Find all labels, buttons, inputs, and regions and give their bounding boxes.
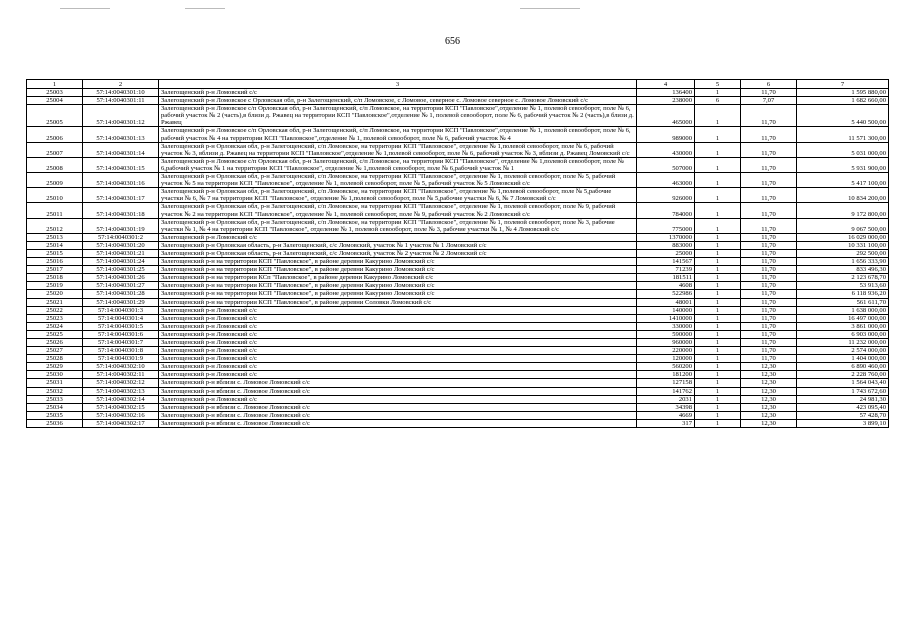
row-number: 25030 bbox=[27, 371, 83, 379]
location-description: Залегощенский р-н на территории КСП "Павловское", в районе деревни Соловки Ломовский с/с bbox=[159, 298, 637, 306]
group: 1 bbox=[695, 89, 741, 97]
area: 140000 bbox=[637, 306, 695, 314]
row-number: 25025 bbox=[27, 330, 83, 338]
group: 1 bbox=[695, 105, 741, 127]
cadastral-number: 57:14:0040301:13 bbox=[83, 127, 159, 142]
table-row bbox=[27, 387, 889, 395]
table-row bbox=[27, 89, 889, 97]
specific-value: 12,30 bbox=[741, 403, 797, 411]
row-number: 25021 bbox=[27, 298, 83, 306]
specific-value: 11,70 bbox=[741, 203, 797, 218]
location-description: Залегощенский р-н Орловская обл, р-н Залегощенский, с/п Ломовское, на территории КСП "Павловское", отделение № 1, полевой севооборот, поле № 9, рабочий участок № 2 на территории КСП "Павловское", отделение № 1, полевой севооборот, поле № 9, рабочий участок № 2 Ломовский с/с bbox=[159, 203, 637, 218]
specific-value: 11,70 bbox=[741, 233, 797, 241]
area: 141567 bbox=[637, 258, 695, 266]
area: 181511 bbox=[637, 274, 695, 282]
location-description: Залегощенский р-н вблизи с. Ломовое Ломовский с/с bbox=[159, 387, 637, 395]
group: 1 bbox=[695, 282, 741, 290]
cadastral-number: 57:14:0040302:12 bbox=[83, 379, 159, 387]
table-body bbox=[27, 89, 889, 428]
group: 1 bbox=[695, 233, 741, 241]
group: 1 bbox=[695, 274, 741, 282]
cadastral-value-table bbox=[26, 79, 889, 428]
row-number: 25018 bbox=[27, 274, 83, 282]
area: 330000 bbox=[637, 322, 695, 330]
specific-value: 11,70 bbox=[741, 188, 797, 203]
area: 34398 bbox=[637, 403, 695, 411]
cadastral-number: 57:14:0040301:25 bbox=[83, 266, 159, 274]
cadastral-value: 1 564 043,40 bbox=[797, 379, 889, 387]
row-number: 25029 bbox=[27, 363, 83, 371]
specific-value: 11,70 bbox=[741, 347, 797, 355]
specific-value: 12,30 bbox=[741, 419, 797, 427]
table-row bbox=[27, 379, 889, 387]
location-description: Залегощенский р-н на территории КСП "Павловское", в районе деревни Какурино Ломовский с/с bbox=[159, 290, 637, 298]
cadastral-number: 57:14:0040301:26 bbox=[83, 274, 159, 282]
row-number: 25013 bbox=[27, 233, 83, 241]
table-row bbox=[27, 314, 889, 322]
table-row bbox=[27, 127, 889, 142]
cadastral-number: 57:14:0040301:18 bbox=[83, 203, 159, 218]
cadastral-number: 57:14:0040301:21 bbox=[83, 249, 159, 257]
row-number: 25019 bbox=[27, 282, 83, 290]
cadastral-number: 57:14:0040301:12 bbox=[83, 105, 159, 127]
location-description: Залегощенский р-н Орловская область, р-н Залегощенский, с/с Ломовский, участок № 1 участок № 1 Ломовский с/с bbox=[159, 241, 637, 249]
group: 1 bbox=[695, 403, 741, 411]
specific-value: 11,70 bbox=[741, 173, 797, 188]
cadastral-value: 2 228 760,00 bbox=[797, 371, 889, 379]
location-description: Залегощенский р-н Ломовский с/с bbox=[159, 306, 637, 314]
table-row bbox=[27, 266, 889, 274]
specific-value: 12,30 bbox=[741, 411, 797, 419]
row-number: 25016 bbox=[27, 258, 83, 266]
specific-value: 11,70 bbox=[741, 258, 797, 266]
group: 1 bbox=[695, 347, 741, 355]
group: 1 bbox=[695, 306, 741, 314]
cadastral-number: 57:14:0040301:24 bbox=[83, 258, 159, 266]
area: 507000 bbox=[637, 157, 695, 172]
cadastral-number: 57:14:0040301:2 bbox=[83, 233, 159, 241]
cadastral-value: 292 500,00 bbox=[797, 249, 889, 257]
group: 1 bbox=[695, 395, 741, 403]
location-description: Залегощенский р-н Ломовский с/с bbox=[159, 355, 637, 363]
location-description: Залегощенский р-н Ломовский с/с bbox=[159, 371, 637, 379]
table-row bbox=[27, 371, 889, 379]
location-description: Залегощенский р-н вблизи с. Ломовое Ломовский с/с bbox=[159, 403, 637, 411]
cadastral-value: 5 931 900,00 bbox=[797, 157, 889, 172]
row-number: 25033 bbox=[27, 395, 83, 403]
cadastral-number: 57:14:0040301:7 bbox=[83, 339, 159, 347]
location-description: Залегощенский р-н Ломовское с Орловская обл, р-н Залегощенский, с/п Ломовское, с Ломовое, северное с. Ломовое северное с. Ломовое Ломовский с/с bbox=[159, 97, 637, 105]
location-description: Залегощенский р-н Ломовский с/с bbox=[159, 89, 637, 97]
scan-artifact bbox=[520, 8, 580, 9]
cadastral-value: 3 899,10 bbox=[797, 419, 889, 427]
cadastral-number: 57:14:0040302:14 bbox=[83, 395, 159, 403]
column-number: 7 bbox=[797, 80, 889, 89]
area: 960000 bbox=[637, 339, 695, 347]
cadastral-number: 57:14:0040301:20 bbox=[83, 241, 159, 249]
specific-value: 11,70 bbox=[741, 218, 797, 233]
group: 1 bbox=[695, 258, 741, 266]
cadastral-value: 1 638 000,00 bbox=[797, 306, 889, 314]
cadastral-value: 833 496,30 bbox=[797, 266, 889, 274]
specific-value: 11,70 bbox=[741, 298, 797, 306]
cadastral-number: 57:14:0040301:19 bbox=[83, 218, 159, 233]
cadastral-value: 10 834 200,00 bbox=[797, 188, 889, 203]
specific-value: 12,30 bbox=[741, 371, 797, 379]
row-number: 25011 bbox=[27, 203, 83, 218]
cadastral-value: 16 497 000,00 bbox=[797, 314, 889, 322]
table-row bbox=[27, 233, 889, 241]
location-description: Залегощенский р-н Ломовское с/п Орловская обл, р-н Залегощенский, с/п Ломовское, на территории КСП "Павловское",отделение № 1, полевой севооборот, поле № 6, рабочий участок № 2 (часть),в близи д. Ржавец на территории КСП "Павловское",отделение № 1, полевой севооборот, поле № 6, рабочий участок № 2 (часть),в близи д. Ржавец bbox=[159, 105, 637, 127]
specific-value: 11,70 bbox=[741, 282, 797, 290]
cadastral-value: 10 331 100,00 bbox=[797, 241, 889, 249]
specific-value: 7,07 bbox=[741, 97, 797, 105]
area: 120000 bbox=[637, 355, 695, 363]
location-description: Залегощенский р-н Ломовское с/п Орловская обл, р-н Залегощенский, с/п Ломовское, на территории КСП "Павловское", отделение № 1,полевой севооборот, поле № 6,рабочий участок № 1 на территории КСП "Павловское", отделение № 1,полевой севооборот, поле № 6,рабочий участок № 1 bbox=[159, 157, 637, 172]
cadastral-value: 6 903 000,00 bbox=[797, 330, 889, 338]
location-description: Залегощенский р-н Ломовский с/с bbox=[159, 314, 637, 322]
group: 1 bbox=[695, 157, 741, 172]
group: 1 bbox=[695, 290, 741, 298]
cadastral-value: 1 656 333,90 bbox=[797, 258, 889, 266]
cadastral-value: 2 574 000,00 bbox=[797, 347, 889, 355]
location-description: Залегощенский р-н Ломовский с/с bbox=[159, 330, 637, 338]
specific-value: 11,70 bbox=[741, 89, 797, 97]
group: 1 bbox=[695, 363, 741, 371]
specific-value: 11,70 bbox=[741, 314, 797, 322]
group: 1 bbox=[695, 411, 741, 419]
location-description: Залегощенский р-н Орловская обл, р-н Залегощенский, с/п Ломовское, на территории КСП "Павловское", отделение № 1,полевой севооборот, поле № 5,рабочие участки № 6, № 7 на территории КСП "Павловское", отделение № 1,полевой севооборот, поле № 5,рабочие участки № 6, № 7 Ломовский с/с bbox=[159, 188, 637, 203]
cadastral-value: 57 428,70 bbox=[797, 411, 889, 419]
cadastral-value: 24 981,30 bbox=[797, 395, 889, 403]
cadastral-number: 57:14:0040301:29 bbox=[83, 298, 159, 306]
table-row bbox=[27, 157, 889, 172]
page-number: 656 bbox=[445, 36, 460, 47]
location-description: Залегощенский р-н Ломовский с/с bbox=[159, 395, 637, 403]
row-number: 25035 bbox=[27, 411, 83, 419]
table-row bbox=[27, 173, 889, 188]
location-description: Залегощенский р-н Орловская обл, р-н Залегощенский, с/п Ломовское, на территории КСП "Павловское", отделение № 1, полевой севооборот, поле № 3, рабочие участки № 1, № 4 на территории КСП "Павловское", отделение № 1, полевой севооборот, поле № 3, рабочие участки № 1, № 4 Ломовский с/с bbox=[159, 218, 637, 233]
specific-value: 11,70 bbox=[741, 127, 797, 142]
row-number: 25036 bbox=[27, 419, 83, 427]
table-row bbox=[27, 347, 889, 355]
cadastral-value: 5 417 100,00 bbox=[797, 173, 889, 188]
area: 883000 bbox=[637, 241, 695, 249]
area: 4669 bbox=[637, 411, 695, 419]
row-number: 25027 bbox=[27, 347, 83, 355]
table-row bbox=[27, 355, 889, 363]
area: 71239 bbox=[637, 266, 695, 274]
cadastral-number: 57:14:0040301:5 bbox=[83, 322, 159, 330]
location-description: Залегощенский р-н Ломовское с/п Орловская обл, р-н Залегощенский, с/п Ломовское, на территории КСП "Павловское",отделение № 1, полевой севооборот, поле № 6, рабочий участок № 4 на территории КСП "Павловское",отделение № 1, полевой севооборот, поле № 6, рабочий участок № 4 bbox=[159, 127, 637, 142]
cadastral-number: 57:14:0040302:13 bbox=[83, 387, 159, 395]
group: 1 bbox=[695, 142, 741, 157]
column-number: 6 bbox=[741, 80, 797, 89]
cadastral-number: 57:14:0040301:3 bbox=[83, 306, 159, 314]
cadastral-number: 57:14:0040302:10 bbox=[83, 363, 159, 371]
row-number: 25005 bbox=[27, 105, 83, 127]
row-number: 25031 bbox=[27, 379, 83, 387]
specific-value: 11,70 bbox=[741, 157, 797, 172]
cadastral-number: 57:14:0040302:16 bbox=[83, 411, 159, 419]
row-number: 25006 bbox=[27, 127, 83, 142]
location-description: Залегощенский р-н вблизи с. Ломовое Ломовский с/с bbox=[159, 411, 637, 419]
area: 2031 bbox=[637, 395, 695, 403]
area: 463000 bbox=[637, 173, 695, 188]
cadastral-number: 57:14:0040301:10 bbox=[83, 89, 159, 97]
row-number: 25024 bbox=[27, 322, 83, 330]
table-row bbox=[27, 249, 889, 257]
column-number: 3 bbox=[159, 80, 637, 89]
specific-value: 12,30 bbox=[741, 395, 797, 403]
row-number: 25009 bbox=[27, 173, 83, 188]
table-row bbox=[27, 290, 889, 298]
group: 1 bbox=[695, 387, 741, 395]
row-number: 25012 bbox=[27, 218, 83, 233]
cadastral-number: 57:14:0040301:9 bbox=[83, 355, 159, 363]
specific-value: 11,70 bbox=[741, 249, 797, 257]
specific-value: 12,30 bbox=[741, 363, 797, 371]
specific-value: 11,70 bbox=[741, 241, 797, 249]
scan-artifact bbox=[185, 8, 225, 9]
row-number: 25004 bbox=[27, 97, 83, 105]
area: 926000 bbox=[637, 188, 695, 203]
group: 1 bbox=[695, 322, 741, 330]
location-description: Залегощенский р-н вблизи с. Ломовое Ломовский с/с bbox=[159, 419, 637, 427]
row-number: 25026 bbox=[27, 339, 83, 347]
table-row bbox=[27, 142, 889, 157]
table-row bbox=[27, 330, 889, 338]
group: 1 bbox=[695, 419, 741, 427]
specific-value: 11,70 bbox=[741, 290, 797, 298]
group: 1 bbox=[695, 266, 741, 274]
cadastral-value: 11 232 000,00 bbox=[797, 339, 889, 347]
table-row bbox=[27, 282, 889, 290]
area: 430000 bbox=[637, 142, 695, 157]
cadastral-number: 57:14:0040302:17 bbox=[83, 419, 159, 427]
table-row bbox=[27, 339, 889, 347]
group: 6 bbox=[695, 97, 741, 105]
location-description: Залегощенский р-н Ломовский с/с bbox=[159, 347, 637, 355]
area: 317 bbox=[637, 419, 695, 427]
cadastral-value: 16 029 000,00 bbox=[797, 233, 889, 241]
cadastral-number: 57:14:0040302:15 bbox=[83, 403, 159, 411]
scan-artifact bbox=[60, 8, 110, 9]
row-number: 25028 bbox=[27, 355, 83, 363]
area: 784000 bbox=[637, 203, 695, 218]
row-number: 25032 bbox=[27, 387, 83, 395]
specific-value: 11,70 bbox=[741, 142, 797, 157]
group: 1 bbox=[695, 127, 741, 142]
area: 220000 bbox=[637, 347, 695, 355]
location-description: Залегощенский р-н на территории КСП "Павловское", в районе деревни Какурино Ломовский с/с bbox=[159, 282, 637, 290]
table-row bbox=[27, 241, 889, 249]
location-description: Залегощенский р-н на территории КСп "Павловское", в районе деревни Какурино Ломовский с/с bbox=[159, 274, 637, 282]
cadastral-value: 3 861 000,00 bbox=[797, 322, 889, 330]
table-row bbox=[27, 419, 889, 427]
row-number: 25023 bbox=[27, 314, 83, 322]
area: 127158 bbox=[637, 379, 695, 387]
cadastral-number: 57:14:0040301:16 bbox=[83, 173, 159, 188]
column-number-row bbox=[27, 80, 889, 89]
area: 522986 bbox=[637, 290, 695, 298]
area: 775000 bbox=[637, 218, 695, 233]
cadastral-number: 57:14:0040301:28 bbox=[83, 290, 159, 298]
row-number: 25008 bbox=[27, 157, 83, 172]
row-number: 25003 bbox=[27, 89, 83, 97]
column-number: 2 bbox=[83, 80, 159, 89]
location-description: Залегощенский р-н на территории КСП "Павловское", в районе деревни Какурино Ломовский с/с bbox=[159, 266, 637, 274]
location-description: Залегощенский р-н Ломовский с/с bbox=[159, 363, 637, 371]
group: 1 bbox=[695, 379, 741, 387]
cadastral-number: 57:14:0040301:27 bbox=[83, 282, 159, 290]
location-description: Залегощенский р-н Орловская обл, р-н Залегощенский, с/п Ломовское, на территории КСП "Павловское", отделение № 1,полевой севооборот, поле № 6, рабочий участок № 3, вблизи д. Ржавец на территории КСП "Павловское",отделение № 1,полевой севооборот, поле № 6, рабочий участок № 3, вблизи д. Ржавец Ломовский с/с bbox=[159, 142, 637, 157]
cadastral-value: 2 123 678,70 bbox=[797, 274, 889, 282]
cadastral-value: 11 571 300,00 bbox=[797, 127, 889, 142]
cadastral-value: 5 440 500,00 bbox=[797, 105, 889, 127]
area: 238000 bbox=[637, 97, 695, 105]
cadastral-number: 57:14:0040301:14 bbox=[83, 142, 159, 157]
cadastral-value: 1 743 672,60 bbox=[797, 387, 889, 395]
cadastral-number: 57:14:0040301:4 bbox=[83, 314, 159, 322]
area: 181200 bbox=[637, 371, 695, 379]
group: 1 bbox=[695, 371, 741, 379]
cadastral-number: 57:14:0040301:15 bbox=[83, 157, 159, 172]
cadastral-value: 1 595 880,00 bbox=[797, 89, 889, 97]
specific-value: 11,70 bbox=[741, 330, 797, 338]
specific-value: 11,70 bbox=[741, 306, 797, 314]
cadastral-value: 53 913,60 bbox=[797, 282, 889, 290]
location-description: Залегощенский р-н Ломовский с/с bbox=[159, 233, 637, 241]
table-row bbox=[27, 274, 889, 282]
area: 989000 bbox=[637, 127, 695, 142]
table-row bbox=[27, 306, 889, 314]
area: 48001 bbox=[637, 298, 695, 306]
table-row bbox=[27, 395, 889, 403]
cadastral-value: 9 067 500,00 bbox=[797, 218, 889, 233]
cadastral-number: 57:14:0040301:17 bbox=[83, 188, 159, 203]
table-row bbox=[27, 411, 889, 419]
specific-value: 11,70 bbox=[741, 274, 797, 282]
group: 1 bbox=[695, 314, 741, 322]
location-description: Залегощенский р-н Орловская область, р-н Залегощенский, с/с Ломовский, участок № 2 участок № 2 Ломовский с/с bbox=[159, 249, 637, 257]
table-row bbox=[27, 322, 889, 330]
row-number: 25020 bbox=[27, 290, 83, 298]
group: 1 bbox=[695, 188, 741, 203]
column-number: 1 bbox=[27, 80, 83, 89]
group: 1 bbox=[695, 241, 741, 249]
cadastral-value: 5 031 000,00 bbox=[797, 142, 889, 157]
specific-value: 11,70 bbox=[741, 339, 797, 347]
group: 1 bbox=[695, 298, 741, 306]
location-description: Залегощенский р-н Ломовский с/с bbox=[159, 339, 637, 347]
group: 1 bbox=[695, 330, 741, 338]
group: 1 bbox=[695, 173, 741, 188]
row-number: 25007 bbox=[27, 142, 83, 157]
specific-value: 11,70 bbox=[741, 355, 797, 363]
location-description: Залегощенский р-н Ломовский с/с bbox=[159, 322, 637, 330]
table-row bbox=[27, 203, 889, 218]
area: 4608 bbox=[637, 282, 695, 290]
cadastral-number: 57:14:0040302:11 bbox=[83, 371, 159, 379]
row-number: 25010 bbox=[27, 188, 83, 203]
row-number: 25014 bbox=[27, 241, 83, 249]
area: 141762 bbox=[637, 387, 695, 395]
table-row bbox=[27, 97, 889, 105]
group: 1 bbox=[695, 355, 741, 363]
area: 1370000 bbox=[637, 233, 695, 241]
cadastral-value: 423 095,40 bbox=[797, 403, 889, 411]
cadastral-value: 9 172 800,00 bbox=[797, 203, 889, 218]
location-description: Залегощенский р-н вблизи с. Ломовое Ломовский с/с bbox=[159, 379, 637, 387]
cadastral-number: 57:14:0040301:8 bbox=[83, 347, 159, 355]
cadastral-value: 6 118 936,20 bbox=[797, 290, 889, 298]
cadastral-value: 1 682 660,00 bbox=[797, 97, 889, 105]
row-number: 25034 bbox=[27, 403, 83, 411]
area: 590000 bbox=[637, 330, 695, 338]
row-number: 25015 bbox=[27, 249, 83, 257]
specific-value: 12,30 bbox=[741, 387, 797, 395]
row-number: 25017 bbox=[27, 266, 83, 274]
column-number: 5 bbox=[695, 80, 741, 89]
cadastral-value: 1 404 000,00 bbox=[797, 355, 889, 363]
cadastral-number: 57:14:0040301:11 bbox=[83, 97, 159, 105]
location-description: Залегощенский р-н на территории КСП "Павловское", в районе деревни Какурино Ломовский с/с bbox=[159, 258, 637, 266]
area: 136400 bbox=[637, 89, 695, 97]
table-row bbox=[27, 105, 889, 127]
area: 1410000 bbox=[637, 314, 695, 322]
group: 1 bbox=[695, 339, 741, 347]
specific-value: 12,30 bbox=[741, 379, 797, 387]
table-row bbox=[27, 188, 889, 203]
area: 465000 bbox=[637, 105, 695, 127]
cadastral-number: 57:14:0040301:6 bbox=[83, 330, 159, 338]
table-row bbox=[27, 298, 889, 306]
specific-value: 11,70 bbox=[741, 266, 797, 274]
table-row bbox=[27, 363, 889, 371]
area: 25000 bbox=[637, 249, 695, 257]
area: 560200 bbox=[637, 363, 695, 371]
table-row bbox=[27, 218, 889, 233]
location-description: Залегощенский р-н Орловская обл, р-н Залегощенский, с/п Ломовское, на территории КСП "Павловское", отделение № 1, полевой севооборот, поле № 5, рабочий участок № 5 на территории КСП "Павловское", отделение № 1, полевой севооборот, поле № 5, рабочий участок № 5 Ломовский с/с bbox=[159, 173, 637, 188]
table-row bbox=[27, 403, 889, 411]
cadastral-value: 6 890 460,00 bbox=[797, 363, 889, 371]
group: 1 bbox=[695, 249, 741, 257]
specific-value: 11,70 bbox=[741, 105, 797, 127]
table-row bbox=[27, 258, 889, 266]
cadastral-value: 561 611,70 bbox=[797, 298, 889, 306]
group: 1 bbox=[695, 203, 741, 218]
specific-value: 11,70 bbox=[741, 322, 797, 330]
group: 1 bbox=[695, 218, 741, 233]
row-number: 25022 bbox=[27, 306, 83, 314]
column-number: 4 bbox=[637, 80, 695, 89]
